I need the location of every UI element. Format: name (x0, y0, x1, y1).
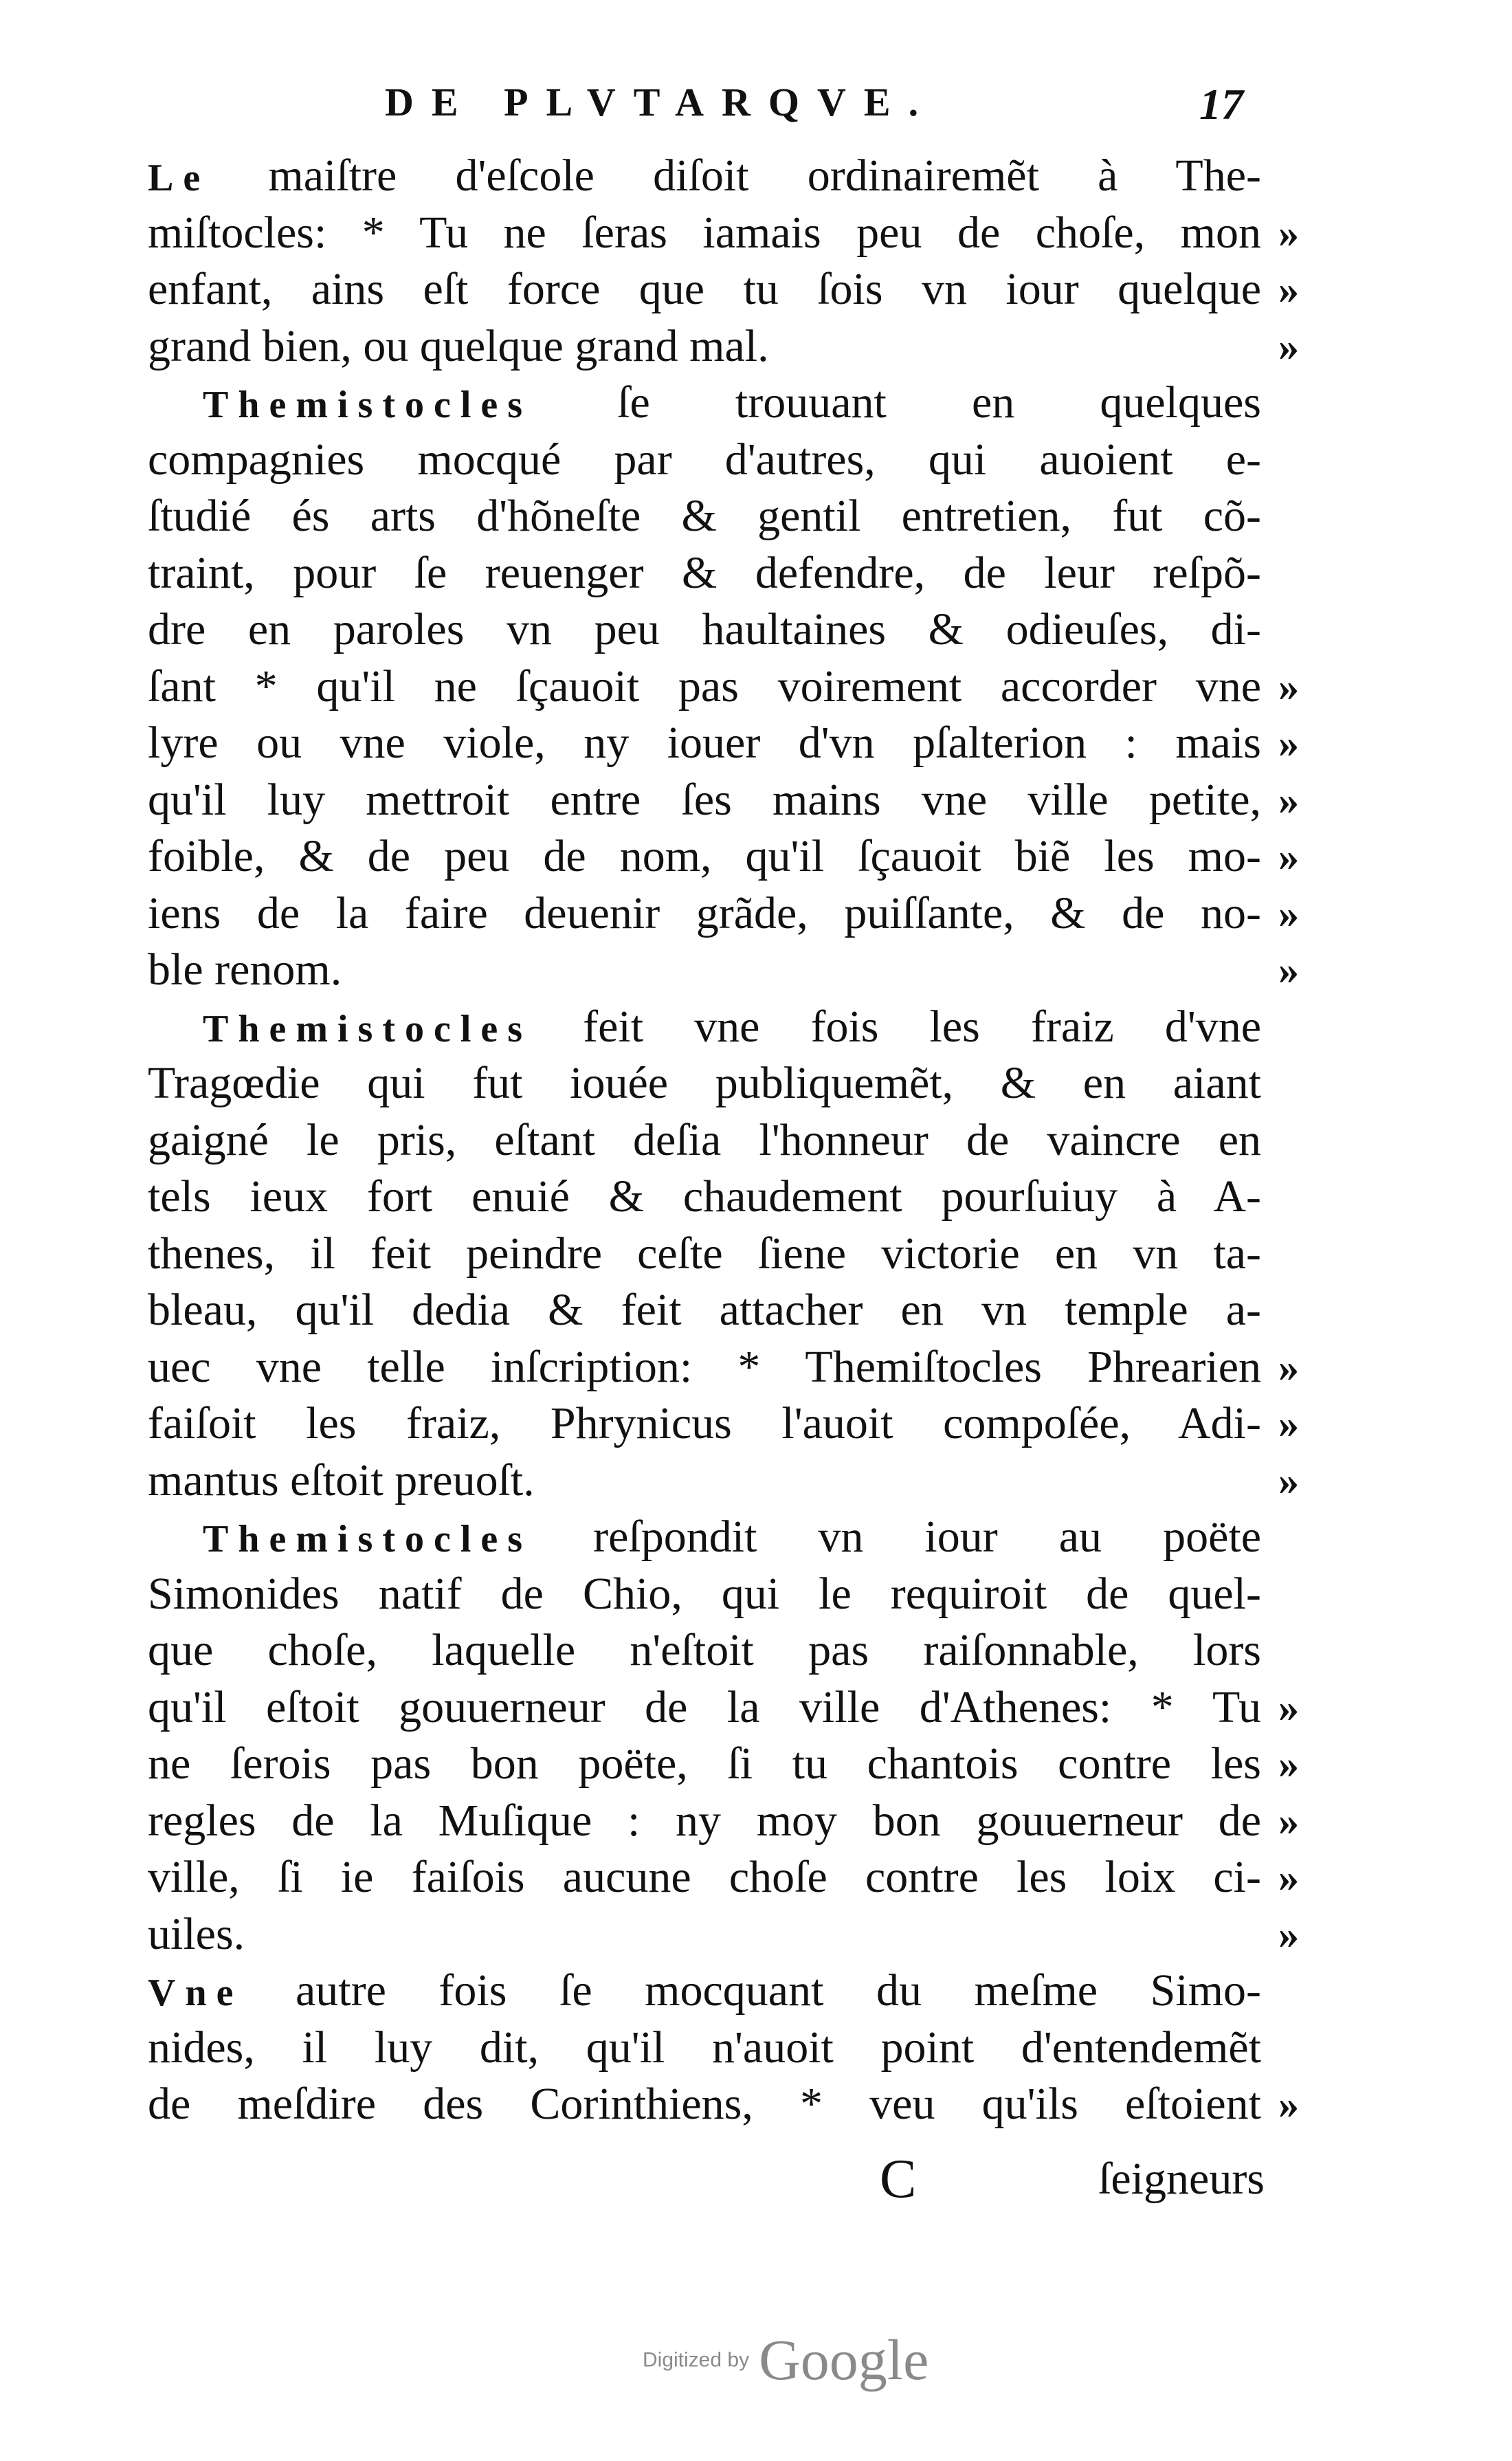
signature-mark: C (880, 2149, 917, 2209)
quote-mark: » (1278, 1798, 1302, 1844)
text-line (148, 942, 1261, 999)
text-line (148, 828, 1261, 885)
line-text: regles de la Muſique : ny moy bon gouuerneur de (148, 1795, 1261, 1846)
quote-mark: » (1278, 1684, 1302, 1730)
line-text: feit vne fois les fraiz d'vne (532, 1001, 1261, 1052)
quote-mark: » (1278, 947, 1302, 993)
line-text: maiſtre d'eſcole diſoit ordinairemẽt à The- (210, 151, 1261, 201)
quote-mark: » (1278, 2082, 1302, 2127)
line-text: gaigné le pris, eſtant deſia l'honneur de vaincre en (148, 1114, 1261, 1165)
google-logo: Google (759, 2328, 929, 2392)
line-text: miſtocles: * Tu ne ſeras iamais peu de choſe, mon (148, 207, 1261, 258)
line-text: dre en paroles vn peu haultaines & odieuſes, di- (148, 604, 1261, 654)
text-line (148, 1622, 1261, 1679)
line-text: iens de la faire deuenir grãde, puiſſante, & de no- (148, 887, 1261, 938)
text-line (148, 602, 1261, 659)
line-text: ſe trouuant en quelques (532, 377, 1261, 428)
text-line (148, 261, 1261, 318)
text-line (148, 1906, 1261, 1963)
quote-mark: » (1278, 1457, 1302, 1503)
paragraph-lead-word: Vne (148, 1972, 243, 2014)
text-line (148, 1339, 1261, 1396)
quote-mark: » (1278, 1401, 1302, 1446)
line-text: bleau, qu'il dedia & feit attacher en vn temple a- (148, 1285, 1261, 1335)
running-head: DE PLVTARQVE. (385, 80, 937, 124)
watermark-prefix: Digitized by (643, 2348, 750, 2372)
line-text: ne ſerois pas bon poëte, ſi tu chantois contre les (148, 1739, 1261, 1789)
text-line (148, 772, 1261, 829)
catchword: ſeigneurs (1098, 2154, 1265, 2204)
line-text: traint, pour ſe reuenger & defendre, de leur reſpõ- (148, 547, 1261, 598)
body-text (148, 148, 1261, 2133)
quote-mark: » (1278, 777, 1302, 823)
text-line (148, 715, 1261, 772)
line-text: mantus eſtoit preuoſt. (148, 1455, 535, 1505)
text-line (148, 1055, 1261, 1112)
text-line (148, 545, 1261, 602)
text-line (148, 1395, 1261, 1453)
paragraph-lead-word: Le (148, 157, 210, 199)
page-number: 17 (1199, 80, 1243, 129)
line-text: thenes, il feit peindre ceſte ſiene victorie en vn ta- (148, 1228, 1261, 1279)
text-line (148, 1509, 1261, 1566)
text-line (148, 999, 1261, 1056)
text-line (148, 1226, 1261, 1283)
text-line (148, 1679, 1261, 1736)
line-text: enfant, ains eſt force que tu ſois vn iour quelque (148, 264, 1261, 314)
line-text: Simonides natif de Chio, qui le requiroit de quel- (148, 1568, 1261, 1619)
text-line (148, 659, 1261, 716)
text-line (148, 205, 1261, 262)
quote-mark: » (1278, 210, 1302, 256)
line-text: uec vne telle inſcription: * Themiſtocles Phrearien (148, 1341, 1261, 1392)
quote-mark: » (1278, 834, 1302, 879)
line-text: ſtudié és arts d'hõneſte & gentil entretien, fut cõ- (148, 491, 1261, 541)
text-line (148, 1793, 1261, 1850)
line-text: foible, & de peu de nom, qu'il ſçauoit biẽ les mo- (148, 831, 1261, 881)
line-text: qu'il luy mettroit entre ſes mains vne ville petite, (148, 774, 1261, 825)
text-line (148, 2076, 1261, 2133)
line-text: faiſoit les fraiz, Phrynicus l'auoit compoſée, Adi- (148, 1398, 1261, 1448)
paragraph-lead-word: Themistocles (203, 1007, 533, 1050)
text-line (148, 1169, 1261, 1226)
line-text: Tragœdie qui fut iouée publiquemẽt, & en aiant (148, 1058, 1261, 1108)
text-line (148, 148, 1261, 205)
line-text: ſant * qu'il ne ſçauoit pas voirement accorder vne (148, 661, 1261, 711)
quote-mark: » (1278, 663, 1302, 709)
line-text: tels ieux fort enuié & chaudement pourſuiuy à A- (148, 1171, 1261, 1222)
paragraph-lead-word: Themistocles (203, 1518, 533, 1560)
paragraph-lead-word: Themistocles (203, 384, 533, 426)
quote-mark: » (1278, 1855, 1302, 1900)
text-line (148, 2020, 1261, 2077)
line-text: grand bien, ou quelque grand mal. (148, 320, 769, 371)
text-line (148, 1453, 1261, 1510)
line-text: uiles. (148, 1908, 245, 1959)
line-text: de meſdire des Corinthiens, * veu qu'ils eſtoient (148, 2079, 1261, 2129)
digitization-watermark (643, 2327, 929, 2394)
quote-mark: » (1278, 267, 1302, 312)
line-text: ble renom. (148, 945, 342, 995)
text-line (148, 1112, 1261, 1169)
quote-mark: » (1278, 890, 1302, 936)
line-text: reſpondit vn iour au poëte (532, 1512, 1261, 1562)
quote-mark: » (1278, 720, 1302, 766)
text-line (148, 1566, 1261, 1623)
footer-line (880, 2148, 1265, 2210)
text-line (148, 1282, 1261, 1339)
line-text: lyre ou vne viole, ny iouer d'vn pſalterion : mais (148, 718, 1261, 768)
text-line (148, 1963, 1261, 2020)
text-line (148, 1849, 1261, 1906)
line-text: autre fois ſe mocquant du meſme Simo- (243, 1965, 1261, 2016)
text-line (148, 432, 1261, 489)
quote-mark: » (1278, 323, 1302, 369)
text-line (148, 375, 1261, 432)
line-text: compagnies mocqué par d'autres, qui auoient e- (148, 434, 1261, 485)
line-text: que choſe, laquelle n'eſtoit pas raiſonnable, lors (148, 1625, 1261, 1675)
text-line (148, 1736, 1261, 1793)
line-text: ville, ſi ie faiſois aucune choſe contre les loix ci- (148, 1852, 1261, 1902)
quote-mark: » (1278, 1741, 1302, 1787)
quote-mark: » (1278, 1911, 1302, 1957)
line-text: nides, il luy dit, qu'il n'auoit point d'entendemẽt (148, 2022, 1261, 2073)
text-line (148, 318, 1261, 375)
text-line (148, 488, 1261, 545)
text-line (148, 885, 1261, 942)
quote-mark: » (1278, 1344, 1302, 1390)
line-text: qu'il eſtoit gouuerneur de la ville d'Athenes: * Tu (148, 1681, 1261, 1732)
